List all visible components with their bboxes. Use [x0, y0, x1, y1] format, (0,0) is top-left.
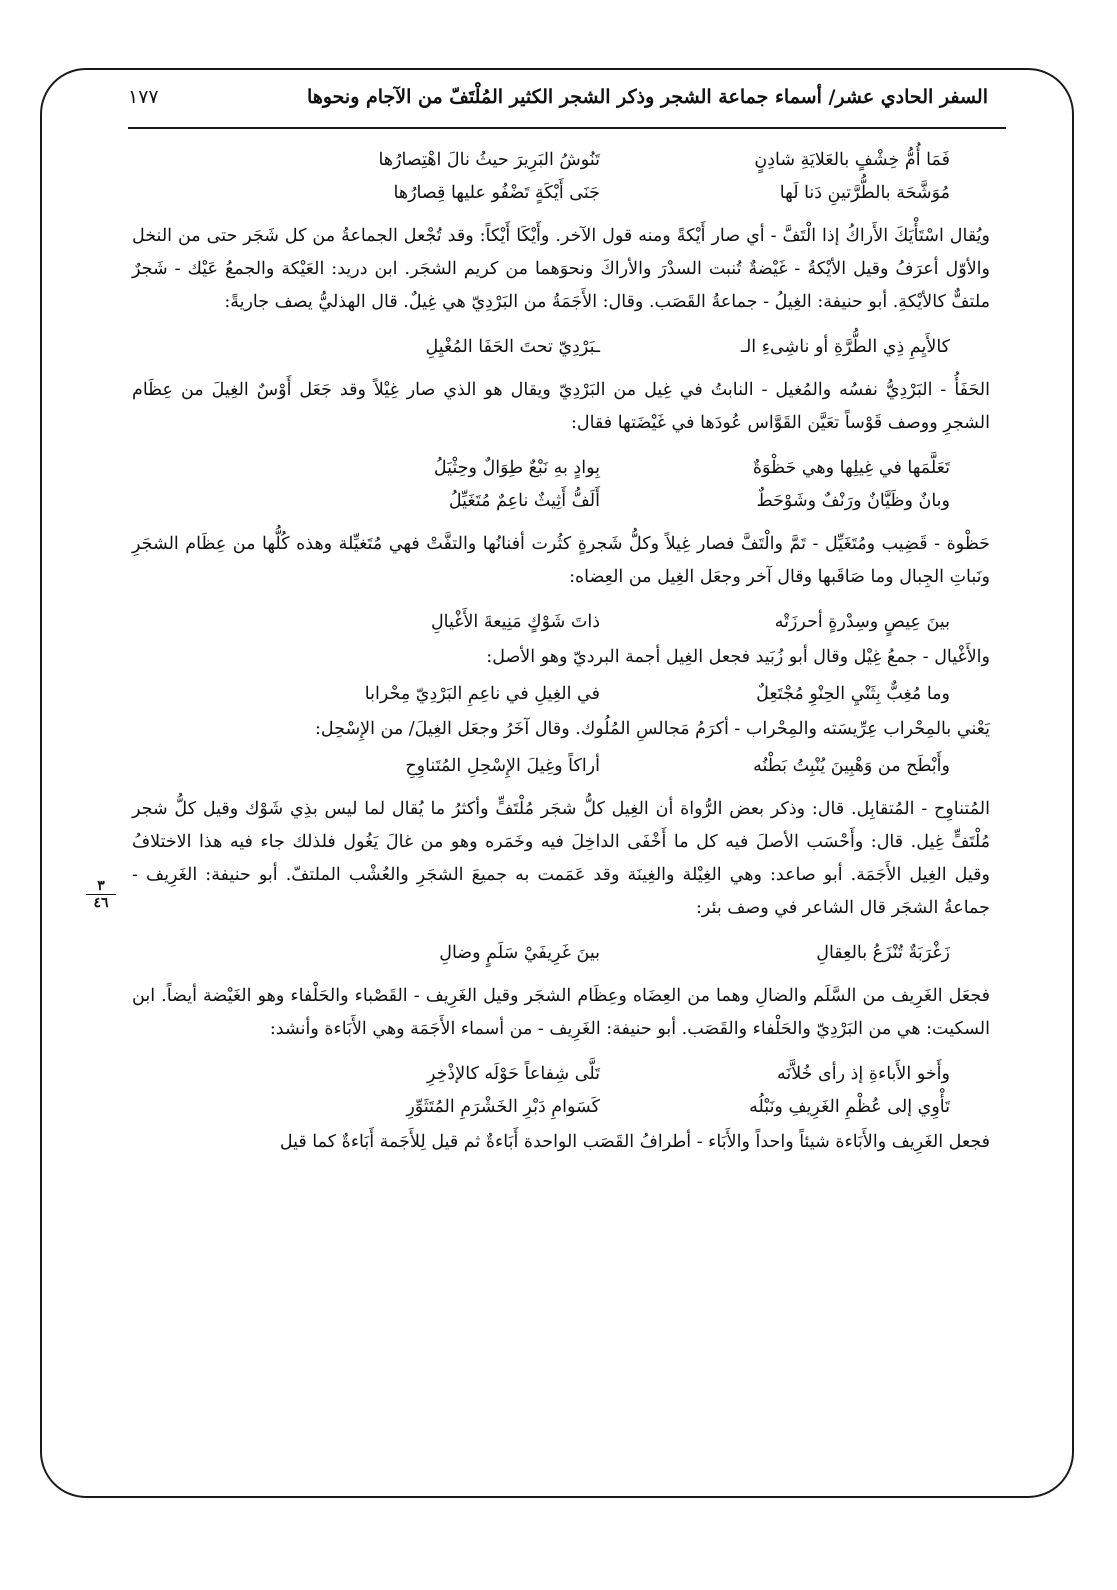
verse-second-hemistich: أراكاً وغِيلَ الإِسْحِلِ المُتَناوِحِ: [405, 756, 600, 776]
verse-second-hemistich: جَنَى أَيْكَةٍ تَضْفُو عليها قِصارُها: [393, 183, 600, 203]
verse-second-hemistich: كَسَوامِ دَبْرِ الخَشْرَمِ المُتَثَوِّرِ: [406, 1097, 600, 1117]
header-title: السفر الحادي عشر/ أسماء جماعة الشجر وذكر الشجر الكثير المُلْتَفّ من الآجام ونحوها: [307, 86, 988, 108]
verse-line: [132, 606, 990, 639]
prose-paragraph: فجعل الغَرِيف والأَبَاءة شيئاً واحداً والأَبَاء - أطرافُ القَصَب الواحدة أَبَاءةٌ ثم قيل لِلأَجَمة أَبَاءةٌ كما قيل: [279, 1132, 990, 1152]
verse-line: [132, 144, 990, 177]
header-rule: [128, 127, 1006, 129]
verse-first-hemistich: بينَ عِيصٍ وسِدْرةٍ أحرزَتْه: [774, 612, 950, 632]
verse-second-hemistich: في الغِيلِ في ناعِمِ البَرْدِيّ مِحْرابا: [364, 684, 600, 704]
verse-line: [132, 452, 990, 485]
verse-second-hemistich: بينَ غَرِيفَيْ سَلَمٍ وضالِ: [439, 943, 600, 963]
prose-paragraph: فجعَل الغَرِيف من السَّلَم والضالِ وهما من العِضَاه وعِظَام الشجَر وقيل الغَرِيف - القَصْباء والحَلْفاء وهو الغَيْضة أيضاً. ابن السكيت: هي من البَرْدِيّ والحَلْفاء والقَصَب. أبو حنيفة: الغَرِيف - من أسماء الأَجَمَة وهي الأَبَاءة وأنشد:: [132, 986, 990, 1039]
verse-line: [132, 177, 990, 210]
marginal-numerator: ٣: [97, 878, 105, 894]
verse-second-hemistich: تَلَّى شِفاعاً حَوْلَه كالإذْخِرِ: [426, 1064, 600, 1084]
verse-line: [132, 331, 990, 364]
verse-first-hemistich: وما مُغِبٌّ بِثَنْيِ الحِنْوِ مُجْتَعِلٌ: [756, 684, 950, 704]
prose-paragraph: المُتناوِح - المُتقابِل. قال: وذكر بعض الرُّواة أن الغِيل كلُّ شجَر مُلْتَفٍّ وأكثرُ ما يُقال لما ليس بذِي شَوْك وقيل كلُّ شجر مُلْتَفٍّ غِيل. قال: وأَحْسَب الأصلَ فيه كل ما أَخْفَى الداخِلَ فيه وخَمَره وهو من غالَ يَغُول فلذلك جاء فيه هذا الاختلافُ وقيل الغِيل الأَجَمَة. أبو صاعد: وهي الغِيْلة والغِينَة وقد عَمَمت به جميعَ الشجَرِ والعُشْب الملتفّ. أبو حنيفة: الغَرِيف - جماعةُ الشجَر قال الشاعر في وصف بئر:: [132, 799, 990, 918]
verse-first-hemistich: مُوَشَّحَة بالطُّرَّتينِ دَنا لَها: [779, 183, 950, 203]
prose-paragraph: حَظْوة - قَضِيب ومُتَغَيِّل - تَمَّ والْتَفَّ فصار غِيلاً وكلُّ شَجرةٍ كثُرت أفنانُها والتفَّتْ فهي مُتَغيِّلة وهذه كُلُّها من عِظَام الشجَرِ ونَباتِ الجِبال وما صَاقَبها وقال آخر وجعَل الغِيل من العِضاه:: [132, 534, 990, 587]
marginal-reference: [86, 878, 116, 911]
verse-first-hemistich: تَأْوِي إلى عُظْمِ الغَرِيفِ ونَبْلُه: [749, 1097, 950, 1117]
marginal-denominator: ٤٦: [86, 894, 116, 911]
verse-second-hemistich: ـبَرْدِيّ تحتَ الحَفَا المُغْيِلِ: [425, 337, 600, 357]
verse-line: [132, 750, 990, 783]
prose-paragraph: ويُقال اسْتَأْيَكَ الأَراكُ إذا الْتَفَّ - أي صار أَيْكةً ومنه قول الآخر. وأَيْكَا أَيْكاً: وقد تُجْعل الجماعةُ من كل شَجَر حتى من النخل والأوّل أعرَفُ وقيل الأيْكةُ - غَيْضةٌ تُنبت السدْرَ والأراكَ ونحوَهما من كريم الشجَر. ابن دريد: العَيْكة والجمعُ عَيْك - شَجرٌ ملتفٌّ كالأيْكةِ. أبو حنيفة: الغِيلُ - جماعةُ القَصَب. وقال: الأَجَمَةُ من البَرْدِيّ هي غِيلٌ. قال الهذليُّ يصف جاريةً:: [132, 226, 990, 312]
prose-paragraph: الحَفَأُ - البَرْدِيُّ نفسُه والمُغيل - النابتُ في غِيل من البَرْدِيّ ويقال هو الذي صار غِيْلاً وقد جَعَل أَوْسٌ الغِيلَ من عِظَام الشجرِ ووصف قَوْساً تعَيَّن القَوَّاس عُودَها في غَيْضَتها فقال:: [132, 380, 990, 433]
verse-second-hemistich: ذاتَ شَوْكٍ مَنِيعةَ الأَغْيالِ: [430, 612, 600, 632]
verse-first-hemistich: زَغْرَبَةٌ تُنْزَعُ بالعِقالِ: [816, 943, 950, 963]
verse-line: [132, 937, 990, 970]
verse-first-hemistich: وأَخو الأَباءةِ إذ رأى خُلاَّنَه: [776, 1064, 950, 1084]
page-body: [132, 144, 990, 1163]
verse-line: [132, 1091, 990, 1124]
verse-second-hemistich: تَنُوشُ البَرِيرَ حيثُ نالَ اهْتِصارُها: [378, 150, 600, 170]
verse-first-hemistich: كالأَيِمِ ذِي الطُّرَّةِ أو ناشِىءِ الـ: [740, 337, 950, 357]
verse-first-hemistich: تَعَلَّمَها في غِيلِها وهي حَظْوَةٌ: [752, 458, 950, 478]
prose-paragraph: يَعْني بالمِحْراب عِرِّيسَته والمِحْراب - أكرَمُ مَجالسِ المُلُوك. وقال آخَرُ وجعَل الغِيلَ/ من الإِسْحِل:: [315, 719, 990, 739]
prose-paragraph: والأَغْيال - جمعُ غِيْل وقال أبو زُبَيد فجعل الغِيل أجمة البرديّ وهو الأصل:: [486, 647, 990, 667]
verse-second-hemistich: بِوادٍ بهِ نَبْعٌ طِوَالٌ وحِثْيَلُ: [433, 458, 600, 478]
verse-second-hemistich: أَلَفُّ أَثِيثٌ ناعِمٌ مُتَغَيِّلُ: [448, 491, 600, 511]
verse-line: [132, 1058, 990, 1091]
verse-first-hemistich: فَمَا أُمُّ خِشْفٍ بالعَلايَةِ شادِنٍ: [754, 150, 950, 170]
page-number: ١٧٧: [128, 86, 159, 108]
verse-line: [132, 485, 990, 518]
verse-first-hemistich: وبانٌ وظَيَّانٌ ورَنْفٌ وشَوْحَطٌ: [756, 491, 950, 511]
verse-line: [132, 678, 990, 711]
running-header: [128, 84, 988, 114]
verse-first-hemistich: وأَبْطَح من وَهْبِينَ يُنْبِتُ بَطْنُه: [753, 756, 950, 776]
